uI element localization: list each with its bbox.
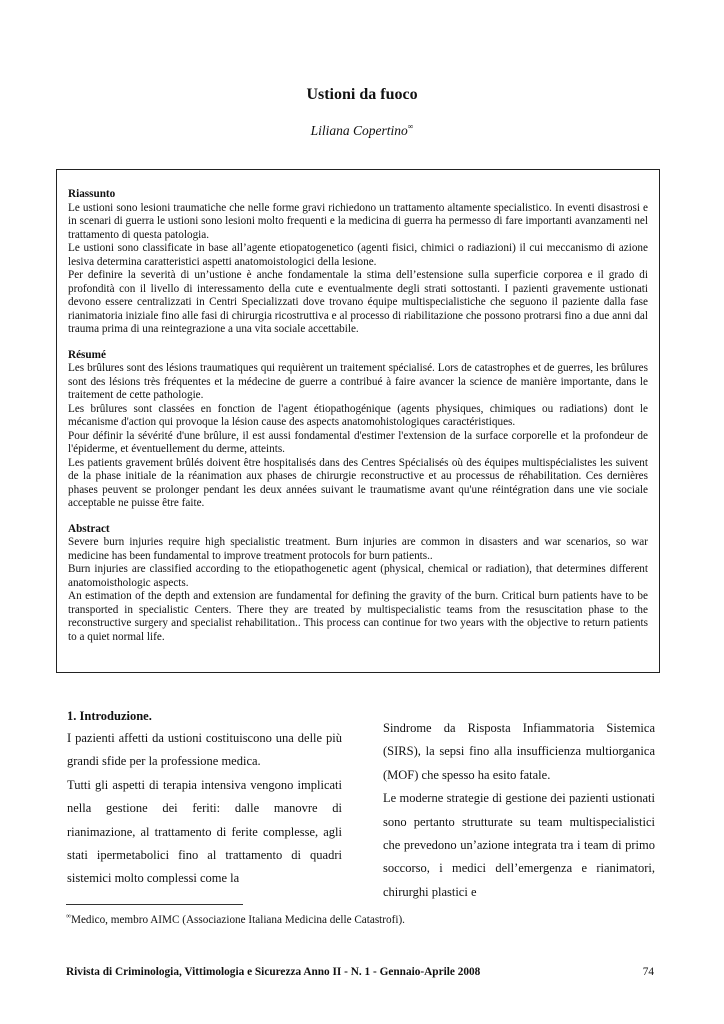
abstract-paragraph: Les patients gravement brûlés doivent être hospitalisés dans des Centres Spécialisés où des équipes multispécialistes les suivent de la phase initiale de la réanimation aux phases de chirurgie reconstructive et au processus de réhabilitation. Ces dernières phases peuvent se prolonger pendant les deux années suivant le traumatisme avant qu'une réintégration dans une vie sociale acceptable ne puisse être faite. [68,456,648,509]
page-number: 74 [642,966,654,978]
footnote-text: Medico, membro AIMC (Associazione Italiana Medicina delle Catastrofi). [71,914,405,926]
author-footnote-mark: ∞ [407,122,414,131]
author-line [0,122,724,139]
body-column-left [67,708,342,891]
footnote-divider [66,904,243,905]
abstract-section-english [68,523,648,645]
abstract-paragraph: Severe burn injuries require high specialistic treatment. Burn injuries are common in disasters and war scenarios, so war medicine has been fundamental to improve treatment protocols for burn patients.. [68,536,648,562]
abstract-paragraph: Pour définir la sévérité d'une brûlure, il est aussi fondamental d'estimer l'extension de la surface corporelle et la profondeur de l'épiderme, et éventuellement du derme, atteints. [68,429,648,455]
body-paragraph: I pazienti affetti da ustioni costituiscono una delle più grandi sfide per la professione medica. [67,731,342,769]
author-name: Liliana Copertino [310,123,408,138]
abstract-box [56,169,660,673]
abstract-paragraph: An estimation of the depth and extension are fundamental for defining the gravity of the burn. Critical burn patients have to be transported in specialistic Centers. There they are treated by multispecialistic teams from the resuscitation phase to the reconstructive surgery and specialist rehabilitation.. This process can continue for two years with the objective to return patients to a quiet normal life. [68,590,648,643]
abstract-section-italian [68,188,648,337]
abstract-heading-abstract: Abstract [68,522,110,535]
footnote [66,912,666,926]
footnote-mark: ∞ [66,912,71,920]
journal-footer: Rivista di Criminologia, Vittimologia e Sicurezza Anno II - N. 1 - Gennaio-Aprile 2008 [66,966,481,978]
abstract-paragraph: Le ustioni sono classificate in base all’agente etiopatogenetico (agenti fisici, chimici o radiazioni) il cui meccanismo di azione lesiva determina caratteristici aspetti anatomoistologici della lesione. [68,242,648,268]
article-title: Ustioni da fuoco [306,86,418,103]
body-column-right [383,717,655,904]
body-paragraph: Tutti gli aspetti di terapia intensiva vengono implicati nella gestione dei feriti: dalle manovre di rianimazione, al trattamento di ferite complesse, agli stati ipermetabolici fino al trattamento di quadri sistemici molto complessi come la [67,777,342,886]
abstract-section-french [68,349,648,511]
abstract-paragraph: Le ustioni sono lesioni traumatiche che nelle forme gravi richiedono un trattamento altamente specialistico. In eventi disastrosi e in scenari di guerra le ustioni sono lesioni molto frequenti e la medicina di guerra ha permesso di fare importanti avanzamenti nel trattamento di questa patologia. [68,201,648,241]
abstract-paragraph: Les brûlures sont classées en fonction de l'agent étiopathogénique (agents physiques, chimiques ou radiations) dont le mécanisme d'action qui provoque la lésion cause des aspects anatomohistologiques caractéristiques. [68,402,648,428]
abstract-heading-riassunto: Riassunto [68,188,116,200]
abstract-heading-resume: Résumé [68,348,106,361]
abstract-paragraph: Les brûlures sont des lésions traumatiques qui requièrent un traitement spécialisé. Lors de catastrophes et de guerres, les brûlures sont des lésions très fréquentes et la médecine de guerre a contribué à faire avancer la science de manière importante, dans le traitement de cette pathologie. [68,362,648,401]
section-heading: 1. Introduzione. [67,709,152,723]
body-paragraph: Sindrome da Risposta Infiammatoria Sistemica (SIRS), la sepsi fino alla insufficienza multiorganica (MOF) che spesso ha esito fatale. [383,721,655,782]
abstract-paragraph: Burn injuries are classified according to the etiopathogenetic agent (physical, chemical or radiation), that determines different anatomoisthologic aspects. [68,563,648,589]
abstract-paragraph: Per definire la severità di un’ustione è anche fondamentale la stima dell’estensione sulla superficie corporea e il grado di profondità con il livello di interessamento della cute e eventualmente degli strati sottostanti. I pazienti gravemente ustionati devono essere centralizzati in Centri Specializzati dove trovano équipe multispecialistiche che seguono il paziente dalla fase rianimatoria iniziale fino alle fasi di chirurgia ricostruttiva e al processo di riabilitazione che possono protrarsi fino a due anni dal trauma prima di una reintegrazione a una vita sociale accettabile. [68,269,648,335]
body-paragraph: Le moderne strategie di gestione dei pazienti ustionati sono pertanto strutturate su team multispecialistici che prevedono un’azione integrata tra i team di primo soccorso, i medici dell’emergenza e rianimatori, chirurghi plastici e [383,791,655,899]
